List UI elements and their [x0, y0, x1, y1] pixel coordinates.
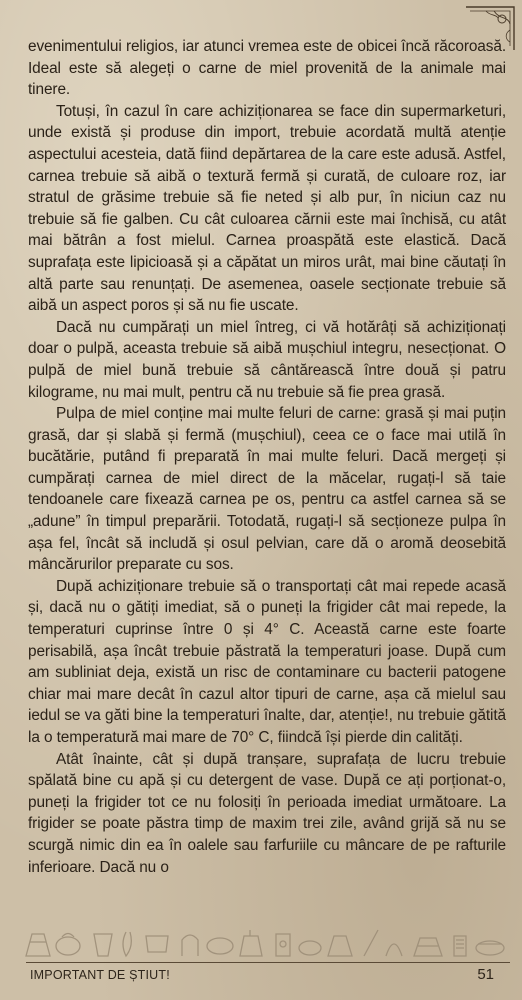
body-text: [28, 36, 506, 878]
paragraph: După achiziționare trebuie să o transportați cât mai repede acasă și, dacă nu o gătiți imediat, să o puneți la frigider cât mai repede, la temperaturi cuprinse între 0 și 4° C. Această carne este foarte perisabilă, așa încât trebuie păstrată la temperaturi joase. După cum am subliniat deja, există un risc de contaminare cu bacterii patogene chiar mai mare decât în cazul altor tipuri de carne, așa că mielul sau iedul se va găti bine la temperaturi înalte, dar, atenție!, nu trebuie gătită la o temperatură mai mare de 70° C, fiindcă își pierde din calități.: [28, 577, 506, 746]
paragraph: Dacă nu cumpărați un miel întreg, ci vă hotărâți să achiziționați doar o pulpă, aceasta trebuie să aibă mușchiul integru, nesecționat. O pulpă de miel bună trebuie să cântărească între două și patru kilograme, nu mai mult, pentru că nu trebuie să fie prea grasă.: [28, 318, 506, 401]
paragraph: Atât înainte, cât și după tranșare, suprafața de lucru trebuie spălată bine cu apă și cu detergent de vase. După ce ați porționat-o, puneți la frigider tot ce nu folosiți în perioada imediat următoare. La frigider se poate păstra timp de maxim trei zile, având grijă să nu se scurgă nimic din ea în oalele sau farfuriile cu mâncare de pe rafturile inferioare. Dacă nu o: [28, 750, 506, 876]
paragraph: Pulpa de miel conține mai multe feluri de carne: grasă și mai puțin grasă, dar și slabă și fermă (mușchiul), ceea ce o face mai utilă în bucătărie, putând fi preparată în mai multe feluri. Dacă mergeți și cumpărați carnea de miel direct de la măcelar, rugați-l să taie tendoanele care fixează carnea pe os, pentru ca astfel carnea să se „adune” în timpul preparării. Totodată, rugați-l să secționeze pulpa în așa fel, încât să includă și osul pelvian, care dă o aromă deosebită mâncărurilor preparate cu sos.: [28, 405, 506, 574]
footer-divider: [26, 962, 510, 963]
paragraph: Totuși, în cazul în care achiziționarea se face din supermarketuri, unde există și produse din import, trebuie acordată multă atenție aspectului acesteia, dată fiind depărtarea de la care este adusă. Astfel, carnea trebuie să aibă o textură fermă și curată, de culoare roz, iar stratul de grăsime trebuie să fie neted și alb pur, în niciun caz nu trebuie să fie galben. Cu cât culoarea cărnii este mai închisă, cu atât mai bătrân a fost mielul. Carnea proaspătă este elastică. Dacă suprafața este lipicioasă și a căpătat un miros urât, mai bine căutați în altă parte sau renunțați. De asemenea, oasele secționate trebuie să aibă un aspect poros și să nu fie uscate.: [28, 102, 506, 315]
running-footer: IMPORTANT DE ȘTIUT!: [30, 968, 170, 982]
kitchenware-border-icon: [22, 922, 512, 958]
page-number: 51: [477, 966, 494, 983]
paragraph: evenimentului religios, iar atunci vremea este de obicei încă răcoroasă. Ideal este să alegeți o carne de miel provenită de la animale mai tinere.: [28, 38, 506, 99]
